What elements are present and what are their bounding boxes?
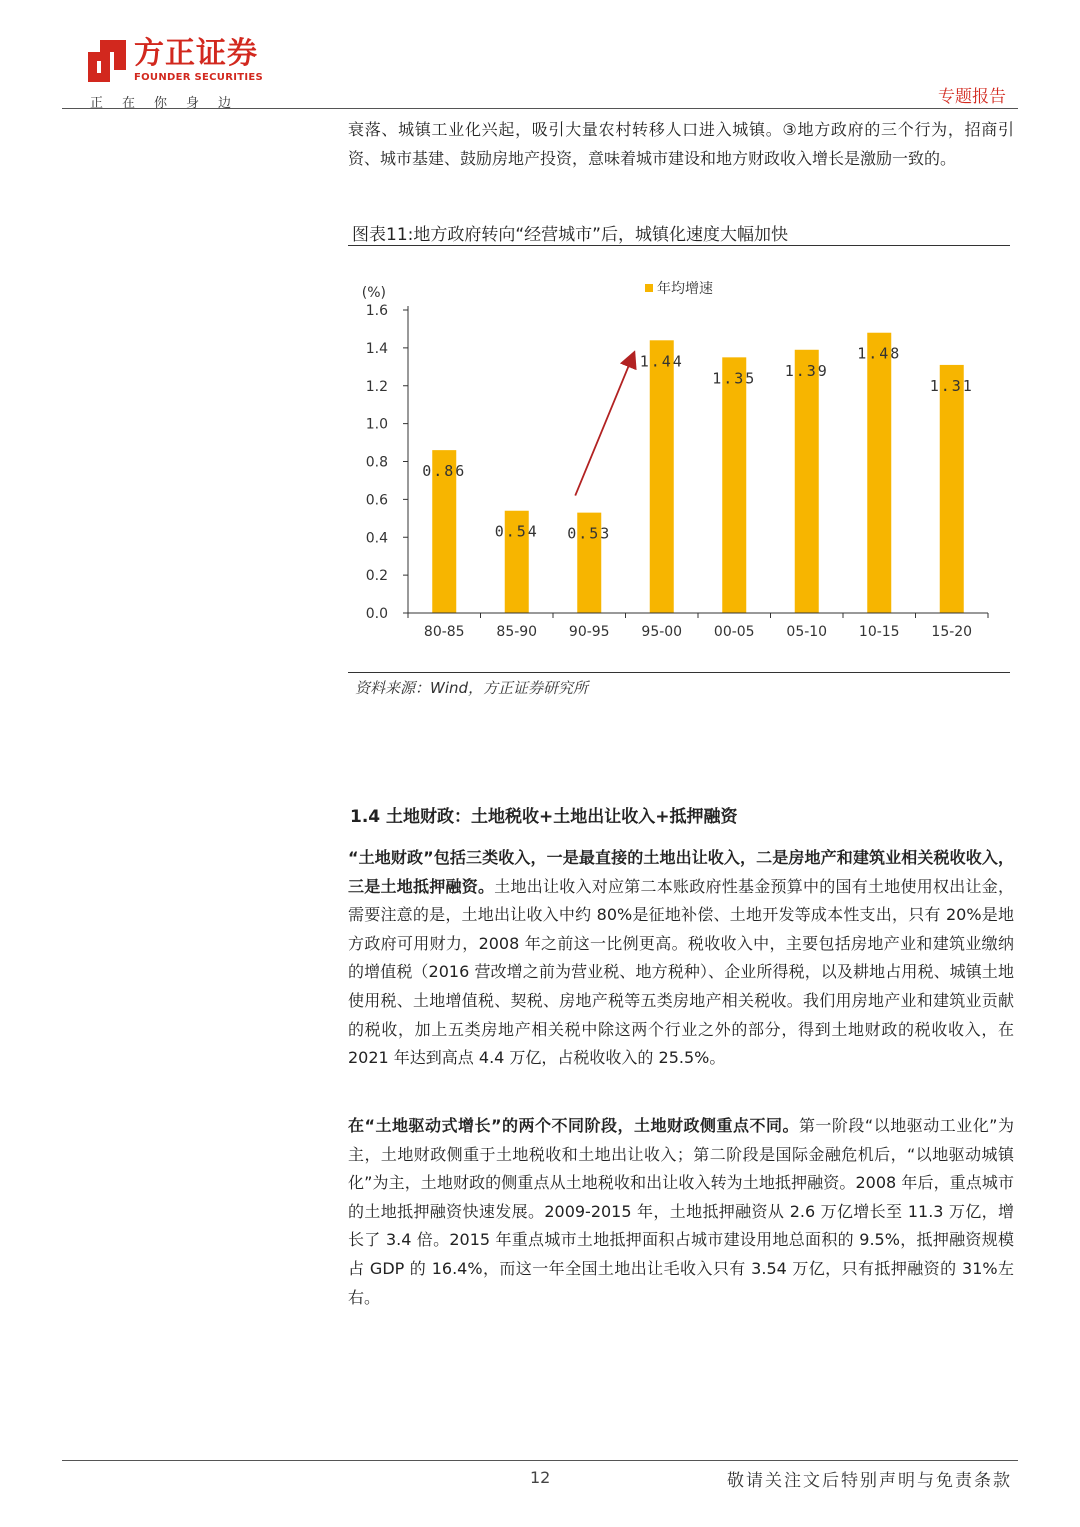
bar-value-label: 1.48 [857, 344, 902, 363]
y-tick-label: 1.2 [365, 378, 388, 395]
bar-10-15 [867, 333, 891, 613]
y-tick-label: 0.8 [365, 454, 388, 471]
bar-value-label: 1.35 [712, 369, 757, 388]
x-tick-label: 80-85 [423, 624, 465, 640]
paragraph-body: 第一阶段“以地驱动工业化”为主，土地财政侧重于土地税收和土地出让收入；第二阶段是国际金融危机后，“以地驱动城镇化”为主，土地财政的侧重点从土地税收和出让收入转为土地抵押融资。2008 年后，重点城市的土地抵押融资快速发展。2009-2015 年，土地抵押融资从 2.6 万亿增长至 11.3 万亿，增长了 3.4 倍。2015 年重点城市土地抵押面积占城市建设用地总面积的 9.5%，抵押融资规模占 GDP 的 16.4%，而这一年全国土地出让毛收入只有 3.54 万亿，只有抵押融资的 31%左右。 [348, 1116, 1014, 1307]
trend-arrow [575, 354, 634, 496]
figure-bottom-rule [348, 672, 1010, 673]
y-tick-label: 0.4 [365, 530, 388, 547]
y-tick-label: 0.2 [365, 568, 388, 585]
x-tick-label: 00-05 [713, 624, 755, 640]
brand-name-cn: 方正证券 [134, 36, 258, 71]
bar-value-label: 0.54 [494, 522, 539, 541]
bar-05-10 [795, 350, 819, 613]
bar-15-20 [940, 365, 964, 613]
intro-paragraph: 衰落、城镇工业化兴起，吸引大量农村转移人口进入城镇。③地方政府的三个行为，招商引资、城市基建、鼓励房地产投资，意味着城市建设和地方财政收入增长是激励一致的。 [348, 120, 1014, 168]
x-tick-label: 85-90 [496, 624, 538, 640]
paragraph-land-finance-definition [348, 844, 1014, 1073]
paragraph-land-growth-stages [348, 1112, 1014, 1312]
page-number: 12 [530, 1468, 551, 1487]
x-tick-label: 95-00 [641, 624, 683, 640]
figure-top-rule [348, 245, 1010, 246]
report-type-label: 专题报告 [938, 87, 1006, 107]
y-tick-label: 1.0 [365, 416, 388, 433]
figure-title: 图表11:地方政府转向“经营城市”后，城镇化速度大幅加快 [352, 225, 788, 245]
y-tick-label: 0.6 [365, 492, 388, 509]
bar-value-label: 1.44 [639, 352, 684, 371]
x-tick-label: 90-95 [568, 624, 610, 640]
bar-value-label: 1.31 [929, 376, 974, 395]
paragraph-body: 土地出让收入对应第二本账政府性基金预算中的国有土地使用权出让金，需要注意的是，土地出让收入中约 80%是征地补偿、土地开发等成本性支出，只有 20%是地方政府可用财力，2008 年之前这一比例更高。税收收入中，主要包括房地产业和建筑业缴纳的增值税（2016 营改增之前为营业税、地方税种）、企业所得税，以及耕地占用税、城镇土地使用税、土地增值税、契税、房地产税等五类房地产相关税收。我们用房地产业和建筑业贡献的税收，加上五类房地产相关税中除这两个行业之外的部分，得到土地财政的税收收入，在 2021 年达到高点 4.4 万亿，占税收收入的 25.5%。 [348, 876, 1014, 1068]
footer-divider [62, 1460, 1018, 1461]
bar-value-label: 1.39 [784, 361, 829, 380]
y-tick-label: 1.6 [365, 303, 388, 319]
figure-source: 资料来源：Wind，方正证券研究所 [355, 679, 589, 697]
paragraph-lead-bold: “土地财政”包括三类收入，一是最直接的土地出让收入，二是房地产和建筑业相关税收收入，三是土地抵押融资。 [348, 848, 1014, 896]
y-tick-label: 0.0 [365, 606, 388, 622]
section-title: 1.4 土地财政：土地税收+土地出让收入+抵押融资 [350, 807, 738, 827]
bar-value-label: 0.53 [567, 524, 612, 543]
y-tick-label: 1.4 [365, 340, 388, 357]
bar-95-00 [650, 340, 674, 613]
x-tick-label: 05-10 [786, 624, 828, 640]
legend-swatch [645, 284, 653, 292]
y-unit-label: (%) [361, 285, 386, 301]
paragraph-lead-bold: 在“土地驱动式增长”的两个不同阶段，土地财政侧重点不同。 [348, 1116, 799, 1135]
brand-slogan: 正在你身边 [90, 96, 251, 111]
founder-logo-icon [88, 40, 126, 82]
bar-value-label: 0.86 [422, 462, 467, 481]
bar-00-05 [722, 357, 746, 613]
brand-name-en: FOUNDER SECURITIES [134, 72, 264, 83]
x-tick-label: 10-15 [858, 624, 900, 640]
legend-label: 年均增速 [657, 281, 713, 297]
x-tick-label: 15-20 [931, 624, 973, 640]
header-divider [62, 108, 1018, 109]
footer-disclaimer: 敬请关注文后特别声明与免责条款 [727, 1471, 1012, 1491]
urbanization-bar-chart [348, 250, 1010, 670]
